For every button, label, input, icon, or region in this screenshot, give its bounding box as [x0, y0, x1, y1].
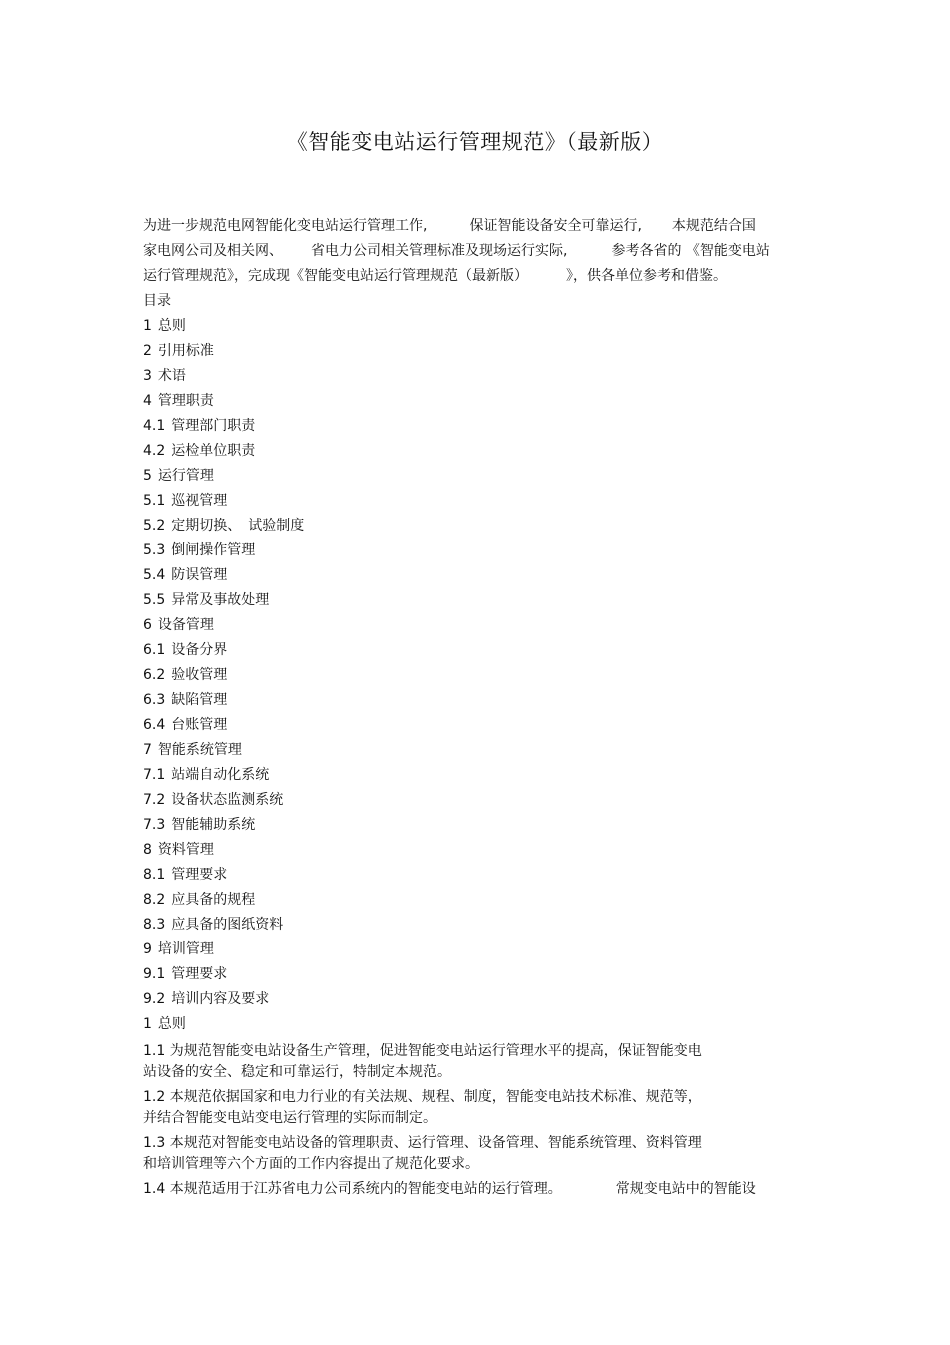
toc-item [143, 613, 803, 638]
intro-paragraph [143, 214, 803, 289]
toc-item-label: 资料管理 [157, 841, 214, 858]
intro-text: 》，供各单位参考和借鉴。 [566, 268, 727, 284]
clause-1-2 [143, 1087, 803, 1129]
toc-item-number: 8 [143, 841, 152, 858]
toc-item [143, 414, 803, 439]
toc-item-number: 5.1 [143, 492, 166, 509]
toc-item-label: 运行管理 [157, 467, 214, 484]
toc-item-number: 5.4 [143, 567, 166, 584]
section-number: 1 [143, 1016, 152, 1033]
intro-text: 省电力公司相关管理标准及现场运行实际, [311, 243, 568, 259]
toc-item-number: 4.1 [143, 417, 166, 434]
toc-item-number: 5.5 [143, 592, 166, 609]
toc-item [143, 937, 803, 962]
toc-item-label: 缺陷管理 [171, 692, 228, 709]
toc-item [143, 788, 803, 813]
toc-item-label: 智能系统管理 [157, 741, 242, 758]
clause-line: 和培训管理等六个方面的工作内容提出了规范化要求。 [143, 1156, 479, 1173]
toc-item-label: 管理要求 [171, 866, 228, 883]
toc-item [143, 314, 803, 339]
toc-item-number: 7.2 [143, 791, 166, 808]
toc-item-label: 管理部门职责 [171, 417, 256, 434]
clause-line: 并结合智能变电站变电运行管理的实际而制定。 [143, 1110, 437, 1127]
toc-item [143, 538, 803, 563]
intro-line-2 [143, 239, 803, 264]
toc-item [143, 464, 803, 489]
intro-line-3 [143, 264, 803, 289]
toc-item-number: 9.2 [143, 991, 166, 1008]
toc-item [143, 713, 803, 738]
toc-item-label: 管理职责 [157, 392, 214, 409]
toc-item [143, 688, 803, 713]
toc-item-number: 7.1 [143, 766, 166, 783]
intro-text: 为进一步规范电网智能化变电站运行管理工作, [143, 218, 428, 234]
intro-line-1 [143, 214, 803, 239]
toc-heading: 目录 [143, 293, 171, 309]
toc-item-number: 8.3 [143, 916, 166, 933]
toc-item-label: 管理要求 [171, 966, 228, 983]
clause-text: 常规变电站中的智能设 [615, 1181, 756, 1198]
toc-item-number: 3 [143, 367, 152, 384]
toc-item [143, 364, 803, 389]
toc-item-label: 站端自动化系统 [171, 766, 270, 783]
section-heading [143, 1012, 803, 1037]
toc-item [143, 888, 803, 913]
toc-item-number: 6.2 [143, 667, 166, 684]
toc-item [143, 638, 803, 663]
toc-item-number: 5.2 [143, 517, 166, 534]
clause-text: 1.4 本规范适用于江苏省电力公司系统内的智能变电站的运行管理。 [143, 1181, 562, 1198]
toc-item [143, 514, 803, 539]
toc-item-label: 总则 [157, 318, 186, 334]
toc-item [143, 962, 803, 987]
clause-1-4 [143, 1179, 803, 1200]
toc-item-label: 防误管理 [171, 567, 228, 584]
toc-item-label: 设备分界 [171, 642, 228, 659]
section-title: 总则 [157, 1016, 186, 1033]
toc-item-number: 7 [143, 741, 152, 758]
toc-item-label: 应具备的规程 [171, 891, 256, 908]
clause-line: 1.3 本规范对智能变电站设备的管理职责、运行管理、设备管理、智能系统管理、资料管理 [143, 1135, 702, 1152]
toc-item-number: 9.1 [143, 966, 166, 983]
document-body [143, 214, 803, 1200]
toc-item-number: 4.2 [143, 442, 166, 459]
table-of-contents [143, 314, 803, 1012]
clause-line [143, 1179, 803, 1200]
toc-item-number: 6 [143, 617, 152, 634]
toc-item-number: 6.1 [143, 642, 166, 659]
intro-text: 本规范结合国 [671, 218, 756, 234]
toc-item [143, 663, 803, 688]
toc-item-label: 培训管理 [157, 941, 214, 958]
toc-item-label: 台账管理 [171, 717, 228, 733]
toc-item [143, 389, 803, 414]
toc-item-number: 1 [143, 318, 152, 334]
toc-item-label: 巡视管理 [171, 492, 228, 509]
clause-line: 1.1 为规范智能变电站设备生产管理，促进智能变电站运行管理水平的提高，保证智能变电 [143, 1043, 702, 1060]
toc-item-label: 运检单位职责 [171, 442, 256, 459]
toc-item-number: 6.3 [143, 692, 166, 709]
clause-line: 1.2 本规范依据国家和电力行业的有关法规、规程、制度，智能变电站技术标准、规范等， [143, 1089, 702, 1106]
toc-item-label: 应具备的图纸资料 [171, 916, 284, 933]
intro-text: 家电网公司及相关网、 [143, 243, 283, 259]
clause-1-1 [143, 1041, 803, 1083]
toc-item-label: 培训内容及要求 [171, 991, 270, 1008]
toc-item [143, 489, 803, 514]
clause-line: 站设备的安全、稳定和可靠运行，特制定本规范。 [143, 1064, 451, 1081]
toc-item [143, 339, 803, 364]
toc-item-number: 6.4 [143, 717, 166, 733]
toc-item [143, 763, 803, 788]
toc-item [143, 863, 803, 888]
toc-item-label: 设备管理 [157, 617, 214, 634]
toc-item [143, 738, 803, 763]
toc-item-number: 8.2 [143, 891, 166, 908]
toc-item [143, 838, 803, 863]
toc-item [143, 813, 803, 838]
toc-item-number: 2 [143, 342, 152, 359]
toc-item-label: 设备状态监测系统 [171, 791, 284, 808]
toc-item-number: 9 [143, 941, 152, 958]
intro-text: 参考各省的 《智能变电站 [611, 243, 770, 259]
toc-item-label: 倒闸操作管理 [171, 542, 256, 559]
toc-item-label: 异常及事故处理 [171, 592, 270, 609]
document-title: 《智能变电站运行管理规范》（最新版） [286, 130, 664, 154]
toc-item [143, 987, 803, 1012]
toc-item [143, 439, 803, 464]
intro-text: 运行管理规范》，完成现《智能变电站运行管理规范（最新版） [143, 268, 528, 284]
toc-item-number: 8.1 [143, 866, 166, 883]
intro-text: 保证智能设备安全可靠运行, [469, 218, 642, 234]
toc-item-label: 验收管理 [171, 667, 228, 684]
toc-item-label: 引用标准 [157, 342, 214, 359]
toc-item-number: 5.3 [143, 542, 166, 559]
toc-item-number: 5 [143, 467, 152, 484]
toc-item-number: 4 [143, 392, 152, 409]
clause-1-3 [143, 1133, 803, 1175]
toc-item [143, 588, 803, 613]
toc-item-label: 术语 [157, 367, 186, 384]
section-1 [143, 1012, 803, 1200]
toc-item-label: 智能辅助系统 [171, 816, 256, 833]
toc-item-number: 7.3 [143, 816, 166, 833]
toc-item [143, 913, 803, 938]
toc-item-label: 定期切换、 试验制度 [171, 517, 305, 534]
toc-item [143, 563, 803, 588]
